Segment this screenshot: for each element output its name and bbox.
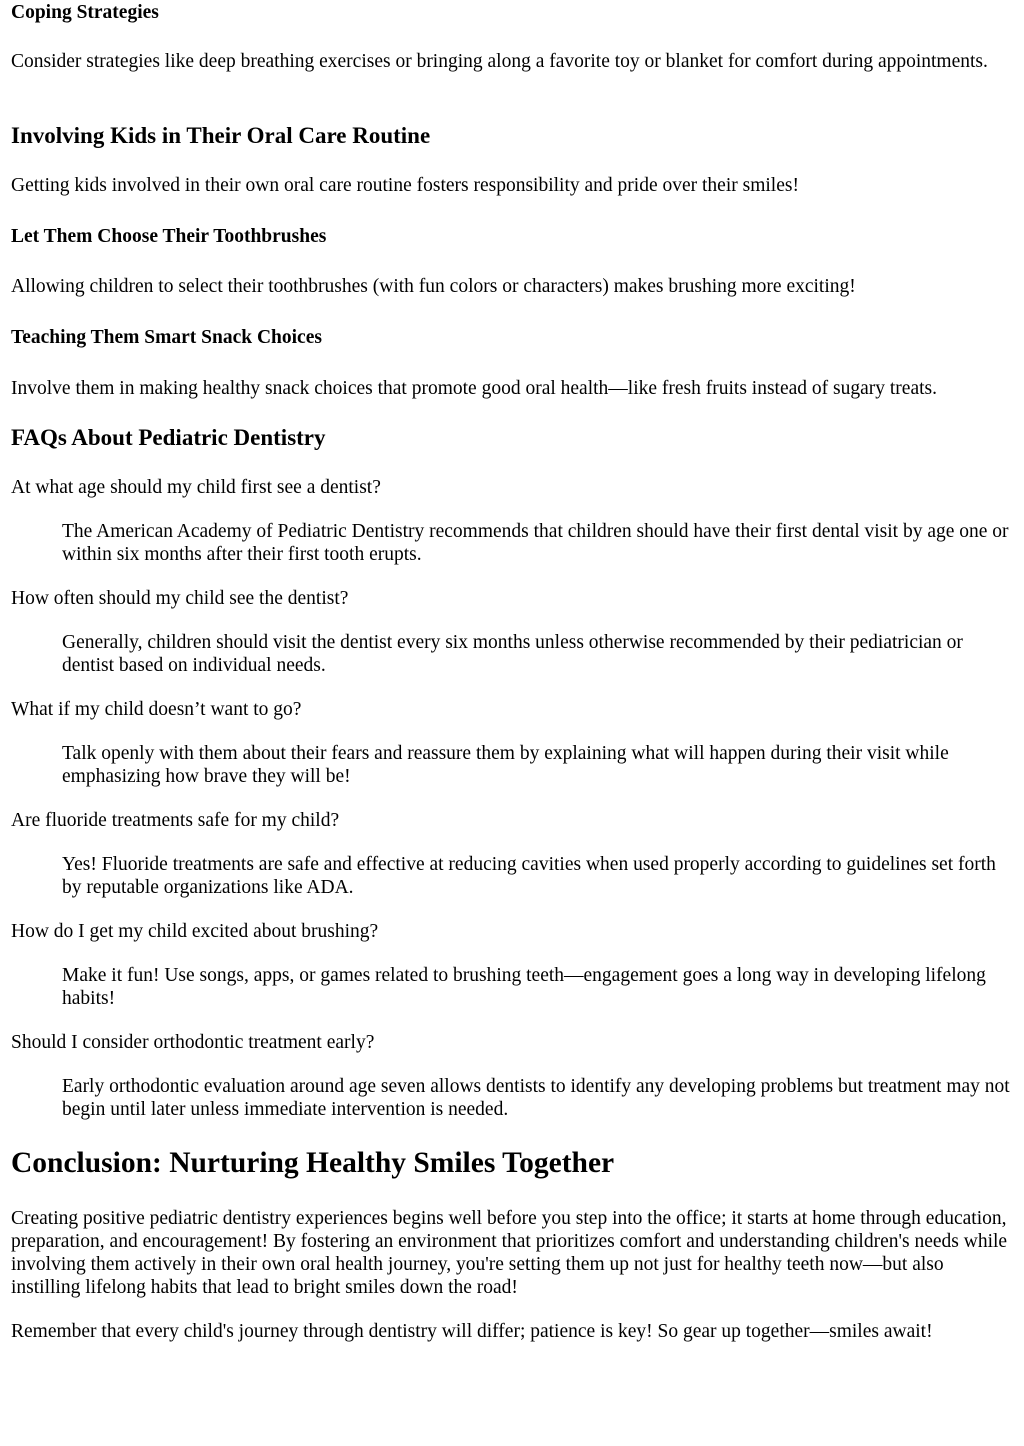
faq-question: Are fluoride treatments safe for my child? (11, 810, 340, 831)
faq-question: How do I get my child excited about brushing? (11, 921, 379, 942)
toothbrushes-heading: Let Them Choose Their Toothbrushes (11, 226, 327, 247)
involving-kids-text: Getting kids involved in their own oral care routine fosters responsibility and pride over their smiles! (11, 175, 799, 196)
coping-strategies-heading: Coping Strategies (11, 2, 159, 23)
faq-question: Should I consider orthodontic treatment early? (11, 1032, 375, 1053)
faq-answer: Early orthodontic evaluation around age seven allows dentists to identify any developing problems but treatment may not begin until later unless immediate intervention is needed. (62, 1076, 1010, 1120)
faq-answer: Yes! Fluoride treatments are safe and effective at reducing cavities when used properly according to guidelines set forth by reputable organizations like ADA. (62, 854, 996, 898)
faq-answer: The American Academy of Pediatric Dentistry recommends that children should have their first dental visit by age one or within six months after their first tooth erupts. (62, 521, 1009, 565)
faq-answer: Talk openly with them about their fears and reassure them by explaining what will happen during their visit while emphasizing how brave they will be! (62, 743, 949, 787)
faqs-heading: FAQs About Pediatric Dentistry (11, 425, 326, 450)
coping-strategies-text: Consider strategies like deep breathing exercises or bringing along a favorite toy or blanket for comfort during appointments. (11, 51, 988, 72)
faq-question: What if my child doesn’t want to go? (11, 699, 302, 720)
conclusion-heading: Conclusion: Nurturing Healthy Smiles Together (11, 1147, 615, 1179)
snack-choices-text: Involve them in making healthy snack choices that promote good oral health—like fresh fruits instead of sugary treats. (11, 378, 937, 399)
faq-question: How often should my child see the dentist? (11, 588, 349, 609)
snack-choices-heading: Teaching Them Smart Snack Choices (11, 327, 322, 348)
conclusion-paragraph-2: Remember that every child's journey through dentistry will differ; patience is key! So gear up together—smiles await! (11, 1321, 933, 1342)
involving-kids-heading: Involving Kids in Their Oral Care Routine (11, 123, 431, 148)
conclusion-paragraph-1: Creating positive pediatric dentistry experiences begins well before you step into the office; it starts at home through education, preparation, and encouragement! By fostering an environment that prioritizes comfort and understanding children's needs while involving them actively in their own oral health journey, you're setting them up not just for healthy teeth now—but also instilling lifelong habits that lead to bright smiles down the road! (11, 1208, 1008, 1298)
faq-question: At what age should my child first see a dentist? (11, 477, 381, 498)
toothbrushes-text: Allowing children to select their toothbrushes (with fun colors or characters) makes brushing more exciting! (11, 276, 856, 297)
faq-answer: Generally, children should visit the dentist every six months unless otherwise recommended by their pediatrician or dentist based on individual needs. (62, 632, 963, 676)
faq-answer: Make it fun! Use songs, apps, or games related to brushing teeth—engagement goes a long way in developing lifelong habits! (62, 965, 986, 1009)
